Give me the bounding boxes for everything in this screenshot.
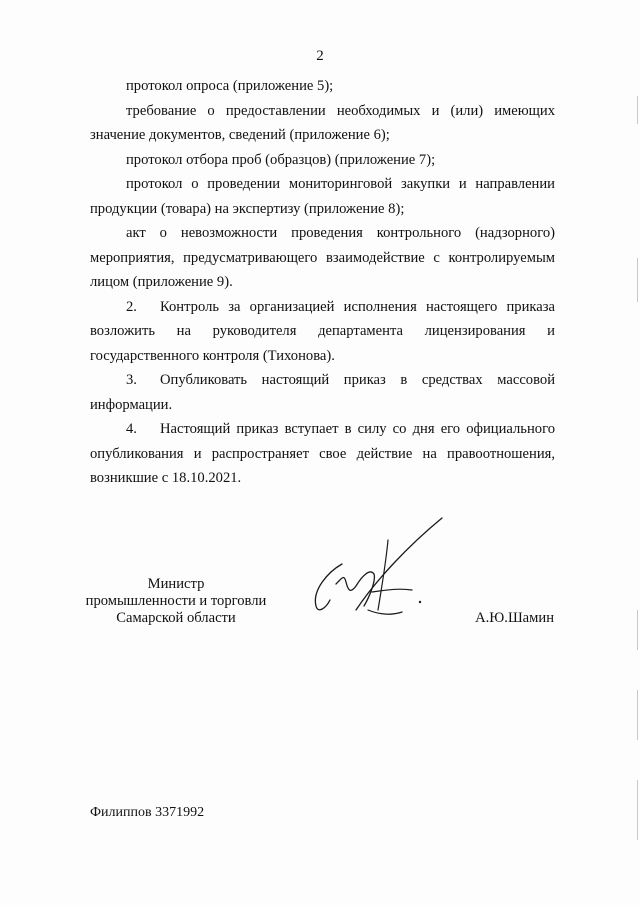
signatory-title: [76, 576, 276, 627]
paragraph-appendix-6: [90, 99, 555, 148]
scan-edge-mark: [637, 690, 638, 740]
page-number: 2: [316, 48, 324, 64]
paragraph-item-4: [90, 417, 555, 491]
document-body: [90, 74, 555, 491]
signatory-name: А.Ю.Шамин: [475, 610, 554, 626]
paragraph-number: 4.: [126, 421, 137, 437]
paragraph-text: протокол опроса (приложение 5);: [126, 78, 334, 94]
paragraph-item-2: [90, 295, 555, 369]
signatory-title-line: Самарской области: [116, 610, 236, 626]
paragraph-text: Опубликовать настоящий приказ в средствах массовой информации.: [90, 372, 555, 413]
paragraph-appendix-8: [90, 172, 555, 221]
paragraph-appendix-9: [90, 221, 555, 295]
paragraph-text: акт о невозможности проведения контрольного (надзорного) мероприятия, предусматривающего взаимодействие с контролируемым лицом (приложение 9).: [90, 225, 555, 290]
paragraph-text: протокол о проведении мониторинговой закупки и направлении продукции (товара) на экспертизу (приложение 8);: [90, 176, 555, 217]
executor-note: Филиппов 3371992: [90, 805, 205, 820]
paragraph-appendix-5: [90, 74, 555, 99]
scan-edge-mark: [637, 258, 638, 302]
scan-edge-mark: [637, 610, 638, 650]
paragraph-number: 3.: [126, 372, 137, 388]
signatory-title-line: Министр: [147, 576, 205, 592]
paragraph-text: требование о предоставлении необходимых и (или) имеющих значение документов, сведений (приложение 6);: [90, 102, 555, 143]
handwritten-signature: [290, 510, 470, 630]
paragraph-number: 2.: [126, 298, 137, 315]
paragraph-text: Контроль за организацией исполнения настоящего приказа возложить на руководителя департамента лицензирования и государственного контроля (Тихонова).: [90, 298, 555, 364]
scan-edge-mark: [637, 780, 638, 840]
paragraph-appendix-7: [90, 148, 555, 173]
paragraph-text: протокол отбора проб (образцов) (приложение 7);: [126, 151, 436, 168]
paragraph-text: Настоящий приказ вступает в силу со дня его официального опубликования и распространяет свое действие на правоотношения, возникшие с 18.10.2021.: [90, 421, 555, 486]
paragraph-item-3: [90, 368, 555, 417]
scan-edge-mark: [637, 96, 638, 124]
signatory-title-line: промышленности и торговли: [85, 593, 267, 609]
